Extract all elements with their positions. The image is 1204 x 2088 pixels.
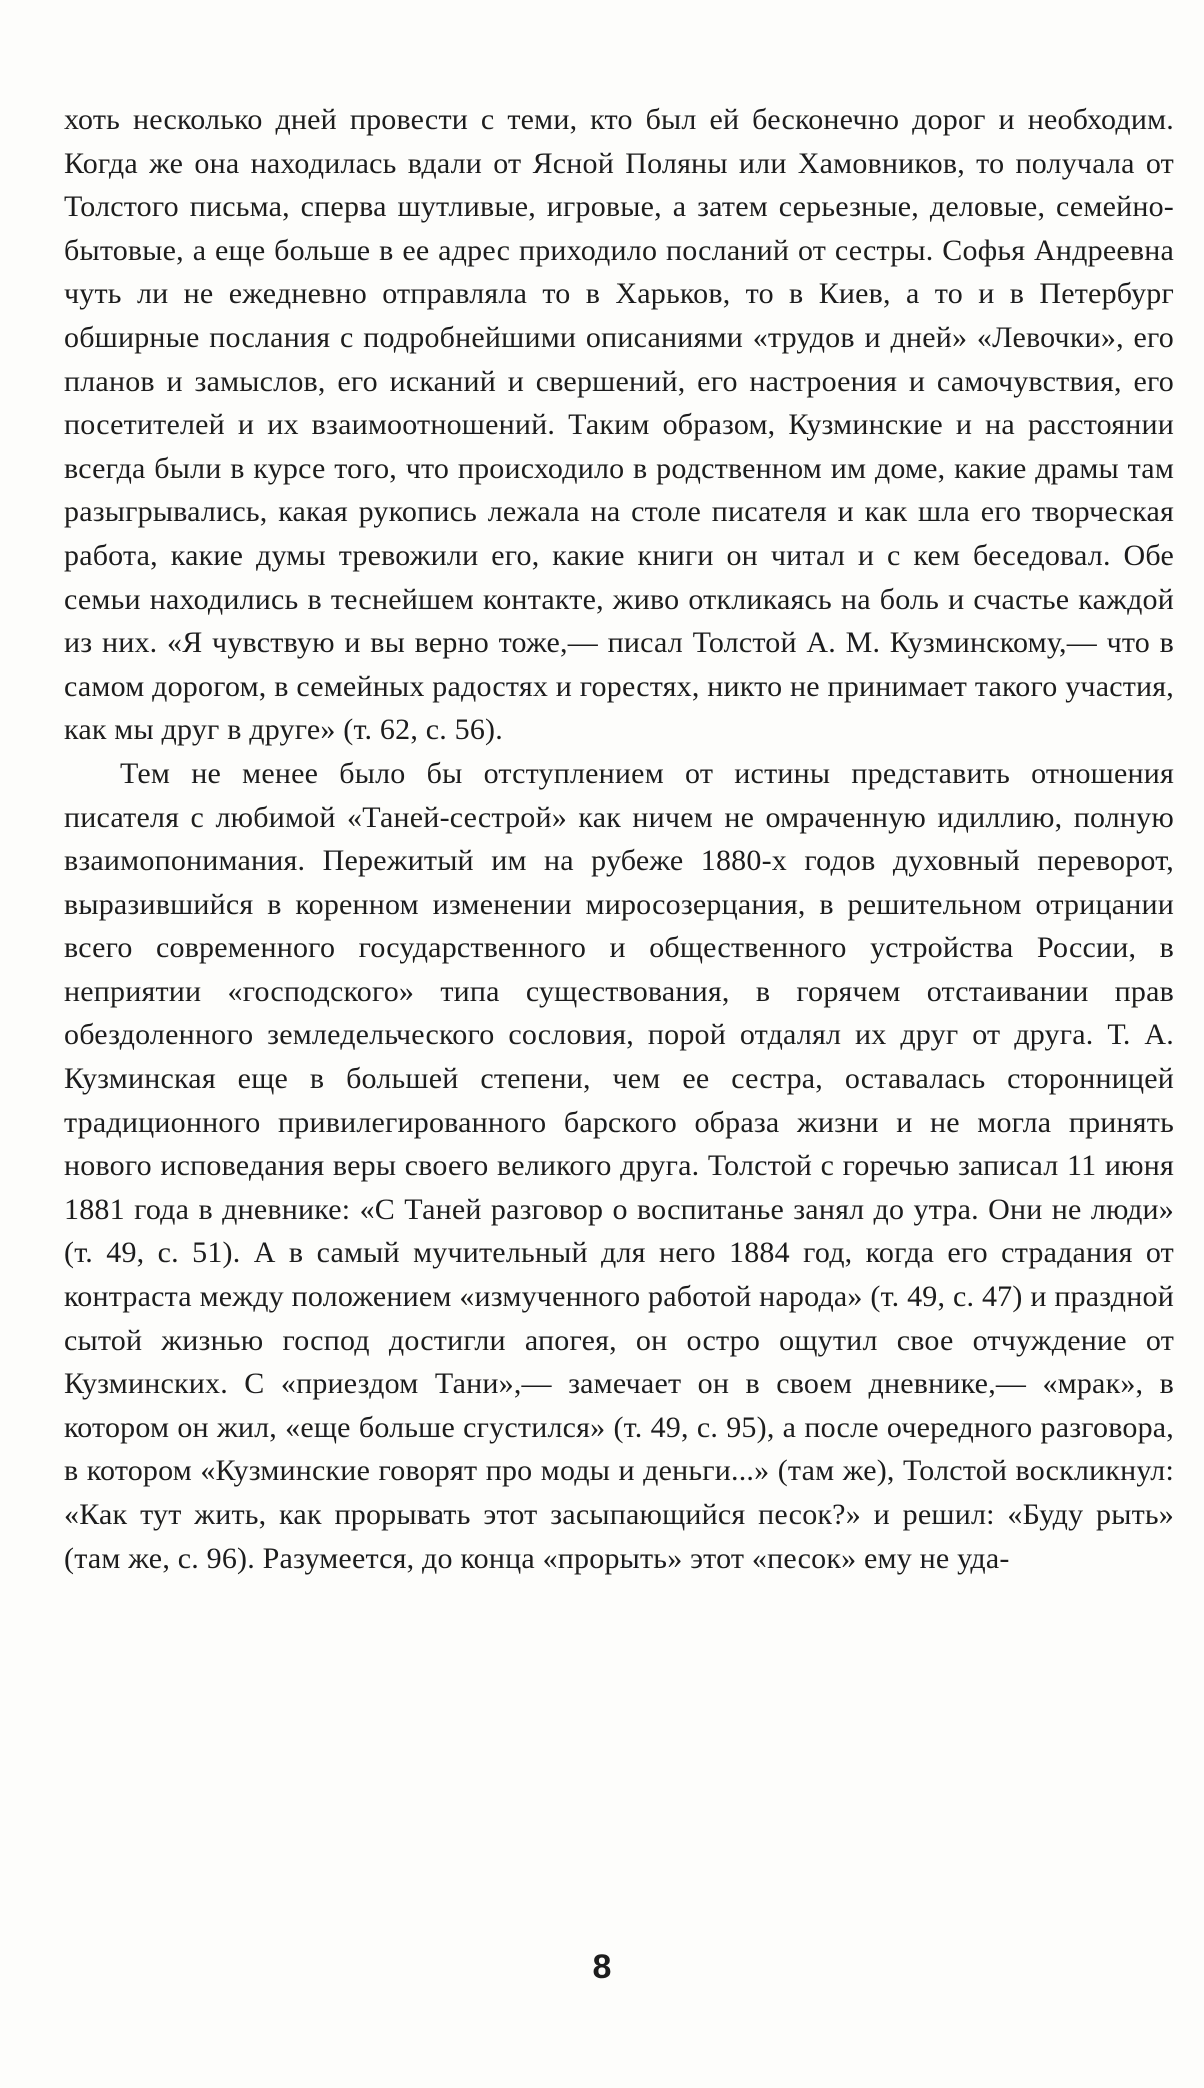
paragraph-1: хоть несколько дней провести с теми, кто был ей бесконечно дорог и необходим. Когда же она находилась вдали от Ясной Поляны или Хамовников, то получала от Толстого письма, сперва шутливые, игровые, а затем серьезные, деловые, семейно-бытовые, а еще больше в ее адрес приходило посланий от сестры. Софья Андреевна чуть ли не ежедневно отправляла то в Харьков, то в Киев, а то и в Петербург обширные послания с подробнейшими описаниями «трудов и дней» «Левочки», его планов и замыслов, его исканий и свершений, его настроения и самочувствия, его посетителей и их взаимоотношений. Таким образом, Кузминские и на расстоянии всегда были в курсе того, что происходило в родственном им доме, какие драмы там разыгрывались, какая рукопись лежала на столе писателя и как шла его творческая работа, какие думы тревожили его, какие книги он читал и с кем беседовал. Обе семьи находились в теснейшем контакте, живо откликаясь на боль и счастье каждой из них. «Я чувствую и вы верно тоже,— писал Толстой А. М. Кузминскому,— что в самом дорогом, в семейных радостях и горестях, никто не принимает такого участия, как мы друг в друге» (т. 62, с. 56). xyxy=(64,103,1174,747)
body-text xyxy=(64,98,1174,1580)
paragraph-2: Тем не менее было бы отступлением от истины представить отношения писателя с любимой «Таней-сестрой» как ничем не омраченную идиллию, полную взаимопонимания. Пережитый им на рубеже 1880-х годов духовный переворот, выразившийся в коренном изменении миросозерцания, в решительном отрицании всего современного государственного и общественного устройства России, в неприятии «господского» типа существования, в горячем отстаивании прав обездоленного земледельческого сословия, порой отдалял их друг от друга. Т. А. Кузминская еще в большей степени, чем ее сестра, оставалась сторонницей традиционного привилегированного барского образа жизни и не могла принять нового исповедания веры своего великого друга. Толстой с горечью записал 11 июня 1881 года в дневнике: «С Таней разговор о воспитанье занял до утра. Они не люди» (т. 49, с. 51). А в самый мучительный для него 1884 год, когда его страдания от контраста между положением «измученного работой народа» (т. 49, с. 47) и праздной сытой жизнью господ достигли апогея, он остро ощутил свое отчуждение от Кузминских. С «приездом Тани»,— замечает он в своем дневнике,— «мрак», в котором он жил, «еще больше сгустился» (т. 49, с. 95), а после очередного разговора, в котором «Кузминские говорят про моды и деньги...» (там же), Толстой воскликнул: «Как тут жить, как прорывать этот засыпающийся песок?» и решил: «Буду рыть» (там же, с. 96). Разумеется, до конца «прорыть» этот «песок» ему не уда- xyxy=(64,756,1174,1575)
page-number: 8 xyxy=(592,1948,612,1986)
